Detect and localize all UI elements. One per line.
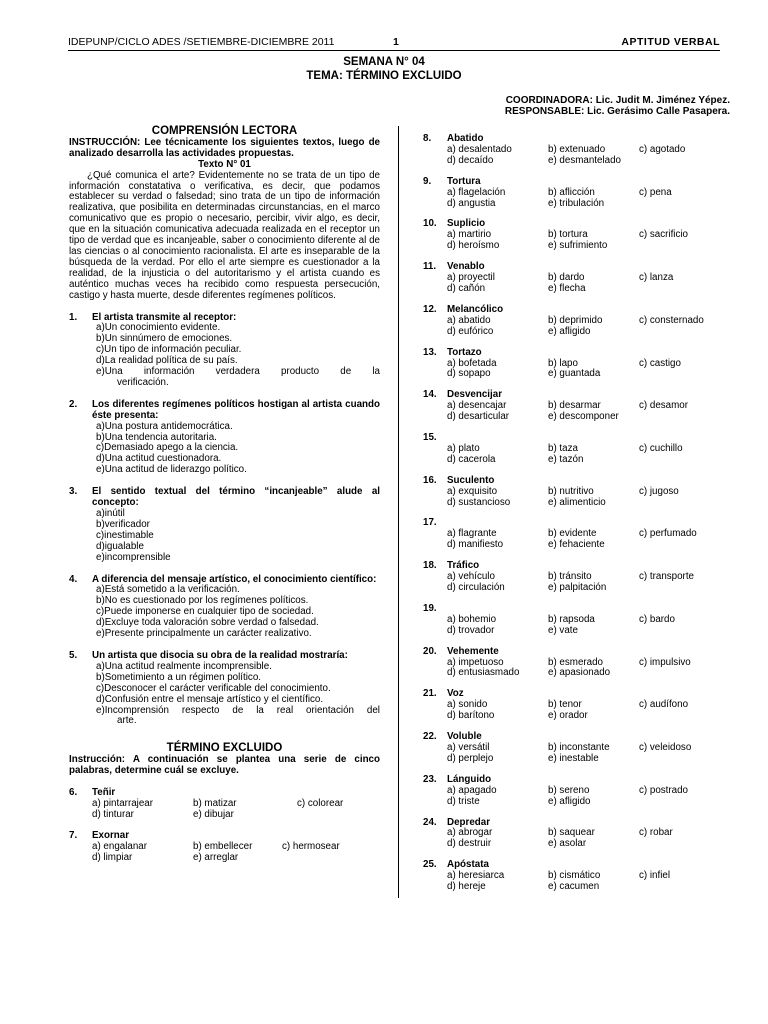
term-options-row <box>423 284 723 295</box>
option-d: d) destruir <box>447 838 492 850</box>
question-option: b)Un sinnúmero de emociones. <box>96 333 233 345</box>
option-c: c) colorear <box>297 797 344 809</box>
term-word: Tortazo <box>447 346 482 358</box>
option-c: c) lanza <box>639 272 674 284</box>
option-c: c) postrado <box>639 784 689 796</box>
question-stem-row <box>69 487 380 509</box>
option-b: b) tránsito <box>548 571 592 583</box>
question-option: e)Presente principalmente un carácter realizativo. <box>96 628 312 640</box>
term-item <box>423 134 723 167</box>
option-e: e) tazón <box>548 453 584 465</box>
option-d: d) circulación <box>447 582 505 593</box>
question-option: c)Demasiado apego a la ciencia. <box>96 442 239 454</box>
option-b: b) tenor <box>548 699 582 711</box>
term-options-row <box>423 626 723 637</box>
option-e: e) afligido <box>548 795 591 807</box>
term-word: Abatido <box>447 133 484 144</box>
option-b: b) desarmar <box>548 400 601 412</box>
option-a: a) vehículo <box>447 571 495 583</box>
option-b: b) taza <box>548 442 578 454</box>
question-option: d)La realidad política de su país. <box>96 355 238 367</box>
option-e: e) arreglar <box>193 851 239 863</box>
term-number: 9. <box>423 175 432 187</box>
question-option: c)Desconocer el carácter verificable del conocimiento. <box>96 682 331 694</box>
option-d: d) barítono <box>447 710 495 722</box>
term-options-row <box>423 498 723 509</box>
right-column <box>423 134 723 903</box>
option-a: a) plato <box>447 442 480 454</box>
option-b: b) sereno <box>548 784 590 796</box>
term-word: Apóstata <box>447 859 489 871</box>
option-c: c) transporte <box>639 571 694 583</box>
option-a: a) apagado <box>447 784 497 796</box>
term-number: 18. <box>423 560 437 572</box>
topic-title: TEMA: TÉRMINO EXCLUIDO <box>306 70 462 82</box>
option-c: c) jugoso <box>639 485 679 497</box>
option-e: e) palpitación <box>548 582 607 593</box>
option-c: c) perfumado <box>639 528 697 540</box>
term-options-row <box>423 540 723 551</box>
option-b: b) aflicción <box>548 186 595 198</box>
page-number: 1 <box>393 36 399 48</box>
reading-passage: ¿Qué comunica el arte? Evidentemente no se trata de un tipo de información constatativa o verificativa, es decir, que podamos establecer su verdad o falsedad; sino trata de un tipo de información realizativa, que posibilita en determinadas circunstancias, en el marco comunicativo que es propio o necesario, percibir, vivir algo, es decir, que en la situación comunicativa adecuada realizada en el receptor un tipo de verdad que es incanjeable, saber o conocimiento diferente al de las ciencias o al conocimiento racionalista. El arte es inseparable de la búsqueda de la verdad. Por ello el arte siempre es cuestionador a la realidad, de la injusticia o del autoritarismo y el artista cuando es auténtico muchas veces ha recibido como respuesta persecución, castigo y hasta muerte, desde diferentes regímenes políticos. <box>69 169 380 301</box>
question-option: d)Confusión entre el mensaje artístico y el científico. <box>96 693 324 705</box>
question-option: e)Una actitud de liderazgo político. <box>96 464 247 476</box>
option-d: d) entusiasmado <box>447 667 520 679</box>
option-c: c) sacrificio <box>639 229 688 241</box>
question-item <box>69 313 380 389</box>
option-c: c) bardo <box>639 613 675 625</box>
term-options-row <box>423 487 723 498</box>
question-option: a)Una postura antidemocrática. <box>96 420 233 432</box>
option-a: a) bofetada <box>447 357 497 369</box>
option-d: d) hereje <box>447 881 486 893</box>
question-option: c)Puede imponerse en cualquier tipo de sociedad. <box>96 606 314 618</box>
option-d: d) trovador <box>447 624 495 636</box>
term-options-row <box>423 327 723 338</box>
responsible-line: RESPONSABLE: Lic. Gerásimo Calle Pasapera. <box>504 106 730 117</box>
question-option: d)Excluye toda valoración sobre verdad o falsedad. <box>96 617 319 629</box>
option-e: e) apasionado <box>548 667 611 679</box>
term-options-row <box>423 882 723 893</box>
question-option: d)igualable <box>96 540 144 552</box>
term-options-row <box>423 156 723 167</box>
term-options-row <box>423 199 723 210</box>
column-divider <box>398 126 399 898</box>
term-word: Voluble <box>447 731 482 743</box>
question-item <box>69 400 380 476</box>
option-c: c) cuchillo <box>639 442 683 454</box>
option-d: d) sustancioso <box>447 496 511 508</box>
option-d: d) heroísmo <box>447 240 500 252</box>
option-e: e) afligido <box>548 325 591 337</box>
term-number: 8. <box>423 133 432 144</box>
option-c: c) robar <box>639 827 673 839</box>
coordinator-line: COORDINADORA: Lic. Judit M. Jiménez Yépez. <box>505 95 730 106</box>
option-b: b) extenuado <box>548 143 606 155</box>
term-word: Depredar <box>447 816 491 828</box>
option-a: a) sonido <box>447 699 488 711</box>
option-c: c) castigo <box>639 357 681 369</box>
term-number: 12. <box>423 303 437 315</box>
term-number: 15. <box>423 432 437 444</box>
option-e: e) guantada <box>548 368 601 380</box>
option-d: d) decaído <box>447 154 494 166</box>
term-item <box>423 476 723 509</box>
term-options-row <box>423 455 723 466</box>
question-option: d)Una actitud cuestionadora. <box>96 453 222 465</box>
instruction-text: INSTRUCCIÓN: Lee técnicamente los siguientes textos, luego de analizado desarrolla las actividades propuestas. <box>69 136 380 159</box>
question-stem: El artista transmite al receptor: <box>92 311 237 323</box>
term-head <box>423 177 723 188</box>
option-d: d) cañón <box>447 282 486 294</box>
option-c: c) consternado <box>639 314 704 326</box>
question-option: c)Un tipo de información peculiar. <box>96 344 242 356</box>
option-c: c) pena <box>639 186 672 198</box>
option-b: b) rapsoda <box>548 613 595 625</box>
option-a: a) versátil <box>447 741 490 753</box>
term-options-row <box>69 842 380 853</box>
option-e: e) alimenticio <box>548 496 606 508</box>
option-a: a) bohemio <box>447 613 497 625</box>
question-stem: El sentido textual del término “incanjeable” alude al concepto: <box>92 486 380 509</box>
section-title-comprension: COMPRENSIÓN LECTORA <box>151 125 298 137</box>
term-word: Venablo <box>447 261 485 273</box>
question-option: e)Incomprensión respecto de la real orientación del <box>96 704 380 716</box>
option-b: b) embellecer <box>193 840 253 852</box>
term-options-row <box>423 668 723 679</box>
option-e: e) tribulación <box>548 197 605 209</box>
option-b: b) tortura <box>548 229 588 241</box>
term-options-row <box>423 241 723 252</box>
question-stem: A diferencia del mensaje artístico, el conocimiento científico: <box>92 573 377 585</box>
option-b: b) dardo <box>548 272 585 284</box>
option-e: e) cacumen <box>548 881 600 893</box>
option-a: a) exquisito <box>447 485 498 497</box>
term-options-row <box>69 853 380 864</box>
term-number: 17. <box>423 517 437 529</box>
option-a: a) impetuoso <box>447 656 504 668</box>
term-number: 20. <box>423 645 437 657</box>
question-item <box>69 575 380 640</box>
option-d: d) manifiesto <box>447 539 504 551</box>
question-number: 1. <box>69 311 78 323</box>
term-item <box>423 647 723 680</box>
option-b: b) evidente <box>548 528 597 540</box>
term-item <box>423 433 723 466</box>
question-option: e)Una información verdadera producto de la <box>96 366 380 378</box>
term-number: 14. <box>423 389 437 401</box>
term-word: Desvencijar <box>447 389 503 401</box>
option-c: c) veleidoso <box>639 741 692 753</box>
term-word: Exornar <box>92 829 130 841</box>
question-option: c)inestimable <box>96 529 154 541</box>
term-word: Voz <box>447 688 464 700</box>
option-a: a) flagelación <box>447 186 506 198</box>
term-item <box>423 390 723 423</box>
page-header <box>68 36 720 51</box>
question-option: a)inútil <box>96 508 125 519</box>
term-word: Suplicio <box>447 218 486 230</box>
option-d: d) angustia <box>447 197 496 209</box>
question-stem-row <box>69 400 380 422</box>
term-word: Tortura <box>447 175 481 187</box>
question-item <box>69 487 380 563</box>
instruction2-text: Instrucción: A continuación se plantea una serie de cinco palabras, determine cuál se excluye. <box>69 754 380 777</box>
option-d: d) cacerola <box>447 453 496 465</box>
question-option: a)Está sometido a la verificación. <box>96 584 240 596</box>
option-d: d) sopapo <box>447 368 491 380</box>
option-d: d) perplejo <box>447 752 494 764</box>
option-a: a) flagrante <box>447 528 497 540</box>
term-options-row <box>423 583 723 594</box>
question-number: 5. <box>69 649 78 661</box>
term-word: Teñir <box>92 787 116 799</box>
term-options-row <box>423 839 723 850</box>
option-b: b) nutritivo <box>548 485 594 497</box>
term-head <box>423 348 723 359</box>
term-number: 22. <box>423 731 437 743</box>
term-item <box>69 788 380 821</box>
reading-questions <box>69 313 380 728</box>
option-a: a) engalanar <box>92 840 148 852</box>
option-a: a) desalentado <box>447 143 512 155</box>
term-options-row <box>423 711 723 722</box>
question-option: b)No es cuestionado por los regímenes políticos. <box>96 595 309 607</box>
option-a: a) pintarrajear <box>92 797 153 809</box>
option-a: a) proyectil <box>447 272 495 284</box>
option-b: b) inconstante <box>548 741 610 753</box>
option-b: b) lapo <box>548 357 578 369</box>
term-number: 19. <box>423 602 437 614</box>
option-a: a) martirio <box>447 229 492 241</box>
section-title-termino: TÉRMINO EXCLUIDO <box>166 742 283 755</box>
term-head <box>423 647 723 658</box>
question-option: e)incomprensible <box>96 551 171 563</box>
term-options-row <box>423 797 723 808</box>
week-title: SEMANA N° 04 <box>343 56 425 68</box>
subject-label: APTITUD VERBAL <box>621 36 720 48</box>
term-options-row <box>423 369 723 380</box>
term-item <box>423 689 723 722</box>
term-number: 6. <box>69 787 78 799</box>
left-column <box>69 126 380 863</box>
term-word: Tráfico <box>447 560 480 572</box>
excluded-term-left <box>69 788 380 863</box>
option-c: c) agotado <box>639 143 686 155</box>
option-e: e) vate <box>548 624 578 636</box>
term-number: 21. <box>423 688 437 700</box>
term-item <box>423 775 723 808</box>
option-d: d) desarticular <box>447 411 510 423</box>
question-option: a)Un conocimiento evidente. <box>96 322 221 334</box>
question-option: verificación. <box>117 376 169 388</box>
term-item <box>423 348 723 381</box>
question-option: b)Una tendencia autoritaria. <box>96 431 217 443</box>
option-d: d) tinturar <box>92 808 134 820</box>
option-e: e) fehaciente <box>548 539 605 551</box>
term-item <box>423 219 723 252</box>
question-number: 4. <box>69 573 78 585</box>
option-b: b) matizar <box>193 797 237 809</box>
term-item <box>423 860 723 893</box>
term-item <box>423 604 723 637</box>
question-item <box>69 651 380 727</box>
term-item <box>423 518 723 551</box>
option-d: d) limpiar <box>92 851 133 863</box>
option-c: c) impulsivo <box>639 656 691 668</box>
option-b: b) cismático <box>548 870 601 882</box>
option-b: b) deprimido <box>548 314 603 326</box>
option-e: e) desmantelado <box>548 154 621 166</box>
text-title: Texto N° 01 <box>198 158 251 170</box>
term-options-row <box>423 188 723 199</box>
option-c: c) infiel <box>639 870 671 882</box>
term-number: 25. <box>423 859 437 871</box>
option-e: e) flecha <box>548 282 586 294</box>
question-option: b)verificador <box>96 518 150 530</box>
question-stem: Los diferentes regímenes políticos hostigan al artista cuando éste presenta: <box>92 398 380 421</box>
term-item <box>423 818 723 851</box>
staff-block <box>505 95 730 117</box>
term-item <box>423 561 723 594</box>
term-word: Suculento <box>447 474 495 486</box>
term-number: 23. <box>423 773 437 785</box>
term-word: Vehemente <box>447 645 499 657</box>
option-c: c) hermosear <box>282 840 340 852</box>
question-number: 2. <box>69 398 78 410</box>
term-number: 16. <box>423 474 437 486</box>
term-options-row <box>423 412 723 423</box>
term-word: Melancólico <box>447 303 504 315</box>
option-e: e) descomponer <box>548 411 619 423</box>
question-stem: Un artista que disocia su obra de la realidad mostraría: <box>92 649 348 661</box>
term-number: 11. <box>423 261 437 273</box>
option-e: e) dibujar <box>193 808 234 820</box>
term-number: 24. <box>423 816 437 828</box>
term-number: 13. <box>423 346 437 358</box>
term-options-row <box>69 810 380 821</box>
option-b: b) saquear <box>548 827 595 839</box>
term-item <box>423 732 723 765</box>
option-c: c) audífono <box>639 699 689 711</box>
option-a: a) abatido <box>447 314 491 326</box>
term-number: 7. <box>69 829 78 841</box>
option-d: d) triste <box>447 795 480 807</box>
term-item <box>423 305 723 338</box>
option-c: c) desamor <box>639 400 688 412</box>
term-item <box>69 831 380 864</box>
term-options-row <box>423 786 723 797</box>
term-number: 10. <box>423 218 437 230</box>
option-a: a) abrogar <box>447 827 493 839</box>
question-number: 3. <box>69 486 78 498</box>
option-e: e) orador <box>548 710 588 722</box>
option-d: d) eufórico <box>447 325 494 337</box>
question-option: a)Una actitud realmente incomprensible. <box>96 660 272 672</box>
option-e: e) inestable <box>548 752 599 764</box>
term-options-row <box>423 754 723 765</box>
course-label: IDEPUNP/CICLO ADES /SETIEMBRE-DICIEMBRE 2011 <box>68 36 335 48</box>
option-b: b) esmerado <box>548 656 603 668</box>
question-option: b)Sometimiento a un régimen político. <box>96 671 261 683</box>
option-a: a) desencajar <box>447 400 507 412</box>
option-e: e) asolar <box>548 838 587 850</box>
term-word: Lánguido <box>447 773 492 785</box>
term-item <box>423 262 723 295</box>
question-option: arte. <box>117 715 137 727</box>
option-e: e) sufrimiento <box>548 240 608 252</box>
term-item <box>423 177 723 210</box>
option-a: a) heresiarca <box>447 870 505 882</box>
